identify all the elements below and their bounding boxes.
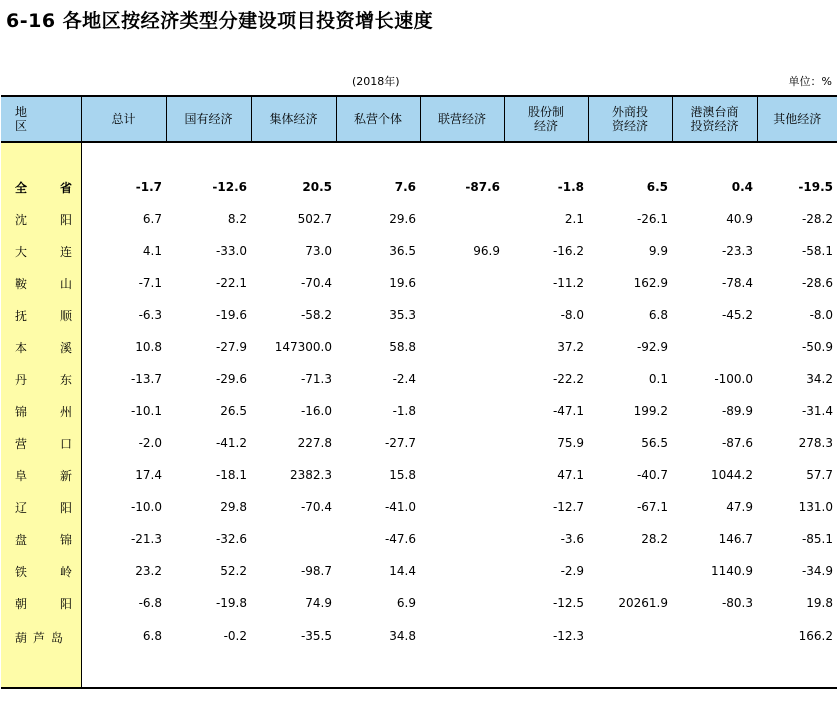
value-cell: -10.0 xyxy=(130,500,162,514)
value-cell: -70.4 xyxy=(300,500,332,514)
value-cell: 20261.9 xyxy=(618,596,668,610)
value-cell: 36.5 xyxy=(389,244,416,258)
table-row xyxy=(1,395,837,427)
value-cell: -13.7 xyxy=(130,372,162,386)
value-cell: -23.3 xyxy=(721,244,753,258)
value-cell: -58.2 xyxy=(300,308,332,322)
value-cell: 73.0 xyxy=(305,244,332,258)
value-cell: 502.7 xyxy=(297,212,332,226)
value-cell: 7.6 xyxy=(394,180,416,194)
value-cell xyxy=(420,203,504,235)
value-cell: -1.7 xyxy=(135,180,162,194)
value-cell: 96.9 xyxy=(473,244,500,258)
value-cell xyxy=(672,619,757,688)
value-cell xyxy=(420,363,504,395)
value-cell: 162.9 xyxy=(633,276,668,290)
value-cell: 1140.9 xyxy=(711,564,753,578)
value-cell: 278.3 xyxy=(798,436,833,450)
value-cell: 40.9 xyxy=(726,212,753,226)
value-cell: 6.5 xyxy=(646,180,668,194)
table-row xyxy=(1,491,837,523)
value-cell: -2.0 xyxy=(138,436,162,450)
value-cell: -18.1 xyxy=(215,468,247,482)
value-cell: -29.6 xyxy=(215,372,247,386)
table-row xyxy=(1,235,837,267)
value-cell: -33.0 xyxy=(215,244,247,258)
table-row xyxy=(1,299,837,331)
header-cell: 其他经济 xyxy=(757,96,837,142)
value-cell: 74.9 xyxy=(305,596,332,610)
value-cell: -8.0 xyxy=(560,308,584,322)
region-cell: 辽阳 xyxy=(1,491,81,523)
value-cell: -34.9 xyxy=(801,564,833,578)
region-cell: 铁岭 xyxy=(1,555,81,587)
value-cell: -22.1 xyxy=(215,276,247,290)
header-cell: 联营经济 xyxy=(420,96,504,142)
value-cell xyxy=(420,427,504,459)
value-cell: 199.2 xyxy=(633,404,668,418)
value-cell: -41.0 xyxy=(384,500,416,514)
value-cell: -12.7 xyxy=(552,500,584,514)
region-cell: 沈阳 xyxy=(1,203,81,235)
value-cell: 58.8 xyxy=(389,340,416,354)
value-cell xyxy=(420,491,504,523)
value-cell: 26.5 xyxy=(220,404,247,418)
value-cell: -27.9 xyxy=(215,340,247,354)
table-row xyxy=(1,171,837,203)
value-cell: -87.6 xyxy=(721,436,753,450)
value-cell: 6.8 xyxy=(648,308,668,322)
value-cell: -22.2 xyxy=(552,372,584,386)
value-cell: -47.6 xyxy=(384,532,416,546)
header-cell: 私营个体 xyxy=(336,96,420,142)
value-cell: 0.4 xyxy=(731,180,753,194)
value-cell: -16.2 xyxy=(552,244,584,258)
header-cell: 股份制 经济 xyxy=(504,96,588,142)
value-cell: 10.8 xyxy=(135,340,162,354)
value-cell: 15.8 xyxy=(389,468,416,482)
value-cell xyxy=(420,459,504,491)
value-cell xyxy=(420,555,504,587)
value-cell: -12.6 xyxy=(212,180,247,194)
value-cell: -100.0 xyxy=(714,372,753,386)
value-cell: -19.5 xyxy=(798,180,833,194)
value-cell: 4.1 xyxy=(142,244,162,258)
value-cell xyxy=(420,587,504,619)
region-cell: 阜新 xyxy=(1,459,81,491)
header-cell: 国有经济 xyxy=(166,96,251,142)
value-cell xyxy=(251,523,336,555)
value-cell: -58.1 xyxy=(801,244,833,258)
value-cell: -16.0 xyxy=(300,404,332,418)
table-row xyxy=(1,203,837,235)
value-cell: 52.2 xyxy=(220,564,247,578)
value-cell: -45.2 xyxy=(721,308,753,322)
value-cell: 227.8 xyxy=(297,436,332,450)
header-cell: 总计 xyxy=(81,96,166,142)
table-row xyxy=(1,459,837,491)
page-title: 6-16 各地区按经济类型分建设项目投资增长速度 xyxy=(6,10,434,32)
value-cell xyxy=(420,395,504,427)
region-cell: 朝阳 xyxy=(1,587,81,619)
region-cell: 营口 xyxy=(1,427,81,459)
value-cell: 0.1 xyxy=(648,372,668,386)
value-cell: -31.4 xyxy=(801,404,833,418)
value-cell: 47.1 xyxy=(557,468,584,482)
region-cell: 鞍山 xyxy=(1,267,81,299)
header-cell: 外商投 资经济 xyxy=(588,96,672,142)
table-row xyxy=(1,267,837,299)
value-cell: 20.5 xyxy=(302,180,332,194)
region-cell: 全省 xyxy=(1,171,81,203)
value-cell: 2.1 xyxy=(564,212,584,226)
value-cell: 34.2 xyxy=(806,372,833,386)
value-cell: -50.9 xyxy=(801,340,833,354)
value-cell: 35.3 xyxy=(389,308,416,322)
value-cell: -1.8 xyxy=(557,180,584,194)
value-cell xyxy=(420,299,504,331)
value-cell: 2382.3 xyxy=(290,468,332,482)
value-cell: -3.6 xyxy=(560,532,584,546)
table-row xyxy=(1,587,837,619)
value-cell: -1.8 xyxy=(392,404,416,418)
value-cell: 166.2 xyxy=(798,629,833,643)
table-row xyxy=(1,331,837,363)
value-cell: 17.4 xyxy=(135,468,162,482)
value-cell: 29.6 xyxy=(389,212,416,226)
region-cell: 抚顺 xyxy=(1,299,81,331)
value-cell xyxy=(420,523,504,555)
table-row xyxy=(1,363,837,395)
value-cell: 47.9 xyxy=(726,500,753,514)
value-cell: -47.1 xyxy=(552,404,584,418)
table-row xyxy=(1,427,837,459)
region-cell: 盘锦 xyxy=(1,523,81,555)
value-cell: 14.4 xyxy=(389,564,416,578)
value-cell: 131.0 xyxy=(798,500,833,514)
value-cell: -19.8 xyxy=(215,596,247,610)
value-cell: -80.3 xyxy=(721,596,753,610)
value-cell: 9.9 xyxy=(648,244,668,258)
value-cell xyxy=(588,555,672,587)
value-cell: -71.3 xyxy=(300,372,332,386)
value-cell: 34.8 xyxy=(389,629,416,643)
header-row xyxy=(1,96,837,142)
value-cell: 147300.0 xyxy=(274,340,332,354)
value-cell: -27.7 xyxy=(384,436,416,450)
table-row xyxy=(1,555,837,587)
investment-growth-table xyxy=(1,95,837,689)
value-cell: -92.9 xyxy=(636,340,668,354)
value-cell: 23.2 xyxy=(135,564,162,578)
value-cell: 1044.2 xyxy=(711,468,753,482)
value-cell: -7.1 xyxy=(138,276,162,290)
value-cell: 28.2 xyxy=(641,532,668,546)
value-cell: -28.2 xyxy=(801,212,833,226)
region-cell: 本溪 xyxy=(1,331,81,363)
value-cell: -2.9 xyxy=(560,564,584,578)
table-body xyxy=(1,142,837,688)
value-cell: -6.3 xyxy=(138,308,162,322)
region-cell: 丹东 xyxy=(1,363,81,395)
value-cell: -6.8 xyxy=(138,596,162,610)
spacer-row xyxy=(1,142,837,171)
value-cell xyxy=(420,267,504,299)
value-cell: -12.5 xyxy=(552,596,584,610)
value-cell: -28.6 xyxy=(801,276,833,290)
value-cell: -8.0 xyxy=(809,308,833,322)
value-cell: 75.9 xyxy=(557,436,584,450)
value-cell: -98.7 xyxy=(300,564,332,578)
value-cell: -10.1 xyxy=(130,404,162,418)
value-cell: -35.5 xyxy=(300,629,332,643)
value-cell xyxy=(420,619,504,688)
table-row xyxy=(1,619,837,688)
value-cell: -41.2 xyxy=(215,436,247,450)
value-cell: 29.8 xyxy=(220,500,247,514)
value-cell: 6.9 xyxy=(396,596,416,610)
value-cell: -19.6 xyxy=(215,308,247,322)
value-cell: 19.8 xyxy=(806,596,833,610)
value-cell: 6.7 xyxy=(142,212,162,226)
header-cell: 集体经济 xyxy=(251,96,336,142)
value-cell: -2.4 xyxy=(392,372,416,386)
value-cell: -40.7 xyxy=(636,468,668,482)
value-cell: -26.1 xyxy=(636,212,668,226)
value-cell: -67.1 xyxy=(636,500,668,514)
header-cell: 港澳台商 投资经济 xyxy=(672,96,757,142)
value-cell: -87.6 xyxy=(465,180,500,194)
value-cell: 19.6 xyxy=(389,276,416,290)
region-cell: 锦州 xyxy=(1,395,81,427)
region-cell: 大连 xyxy=(1,235,81,267)
value-cell xyxy=(588,619,672,688)
value-cell: -0.2 xyxy=(223,629,247,643)
value-cell: -85.1 xyxy=(801,532,833,546)
value-cell: 6.8 xyxy=(142,629,162,643)
value-cell: 8.2 xyxy=(227,212,247,226)
value-cell: -78.4 xyxy=(721,276,753,290)
value-cell xyxy=(672,331,757,363)
table-row xyxy=(1,523,837,555)
value-cell: -70.4 xyxy=(300,276,332,290)
year-label: (2018年) xyxy=(352,75,400,88)
value-cell: -32.6 xyxy=(215,532,247,546)
value-cell: -89.9 xyxy=(721,404,753,418)
value-cell: 57.7 xyxy=(806,468,833,482)
value-cell: 37.2 xyxy=(557,340,584,354)
header-cell: 地区 xyxy=(1,96,81,142)
value-cell: -11.2 xyxy=(552,276,584,290)
value-cell: -21.3 xyxy=(130,532,162,546)
value-cell: 56.5 xyxy=(641,436,668,450)
value-cell: -12.3 xyxy=(552,629,584,643)
value-cell xyxy=(420,331,504,363)
region-cell: 葫芦岛 xyxy=(1,619,81,688)
value-cell: 146.7 xyxy=(718,532,753,546)
unit-label: 单位：% xyxy=(788,75,832,88)
